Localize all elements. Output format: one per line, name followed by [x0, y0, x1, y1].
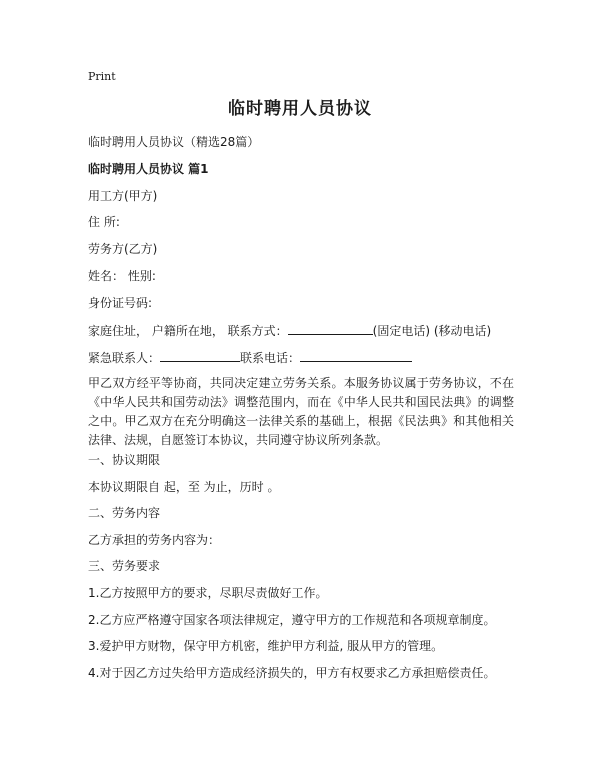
print-label: Print [88, 70, 116, 83]
requirement-1: 1.乙方按照甲方的要求，尽职尽责做好工作。 [88, 586, 328, 600]
home-address-label: 家庭住址， 户籍所在地， 联系方式： [88, 324, 288, 338]
section-2-title: 二、劳务内容 [88, 506, 161, 520]
emergency-contact-label: 紧急联系人： [88, 351, 161, 365]
mobile-phone-label: (移动电话) [433, 324, 492, 338]
contact-info-line [88, 322, 491, 339]
document-title: 临时聘用人员协议 [228, 99, 372, 119]
employer-label: 用工方(甲方) [88, 189, 158, 203]
document-subtitle: 临时聘用人员协议（精选28篇） [88, 135, 260, 149]
address-label: 住 所: [88, 215, 120, 229]
section-heading: 临时聘用人员协议 篇1 [88, 162, 209, 176]
id-number-label: 身份证号码: [88, 296, 153, 310]
name-gender-label: 姓名： 性别: [88, 269, 156, 283]
contact-phone-blank [300, 349, 412, 362]
section-2-text: 乙方承担的劳务内容为： [88, 533, 221, 547]
intro-paragraph: 甲乙双方经平等协商，共同决定建立劳务关系。本服务协议属于劳务协议，不在《中华人民共和国劳动法》调整范围内，而在《中华人民共和国民法典》的调整之中。甲乙双方在充分明确这一法律关系的基础上，根据《民法典》和其他相关法律、法规，自愿签订本协议，共同遵守协议所列条款。 [88, 376, 514, 447]
emergency-contact-blank [160, 349, 240, 362]
requirement-3: 3.爱护甲方财物，保守甲方机密，维护甲方利益, 服从甲方的管理。 [88, 639, 444, 653]
contact-phone-label: 联系电话： [240, 351, 301, 365]
fixed-phone-blank [288, 322, 373, 335]
section-1-text: 本协议期限自 起，至 为止，历时 。 [88, 480, 280, 494]
requirement-4: 4.对于因乙方过失给甲方造成经济损失的，甲方有权要求乙方承担赔偿责任。 [88, 666, 496, 680]
worker-label: 劳务方(乙方) [88, 242, 158, 256]
section-1-title: 一、协议期限 [88, 453, 161, 467]
fixed-phone-label: (固定电话) [372, 324, 431, 338]
emergency-contact-line [88, 349, 412, 366]
requirement-2: 2.乙方应严格遵守国家各项法律规定，遵守甲方的工作规范和各项规章制度。 [88, 613, 496, 627]
section-3-title: 三、劳务要求 [88, 559, 161, 573]
